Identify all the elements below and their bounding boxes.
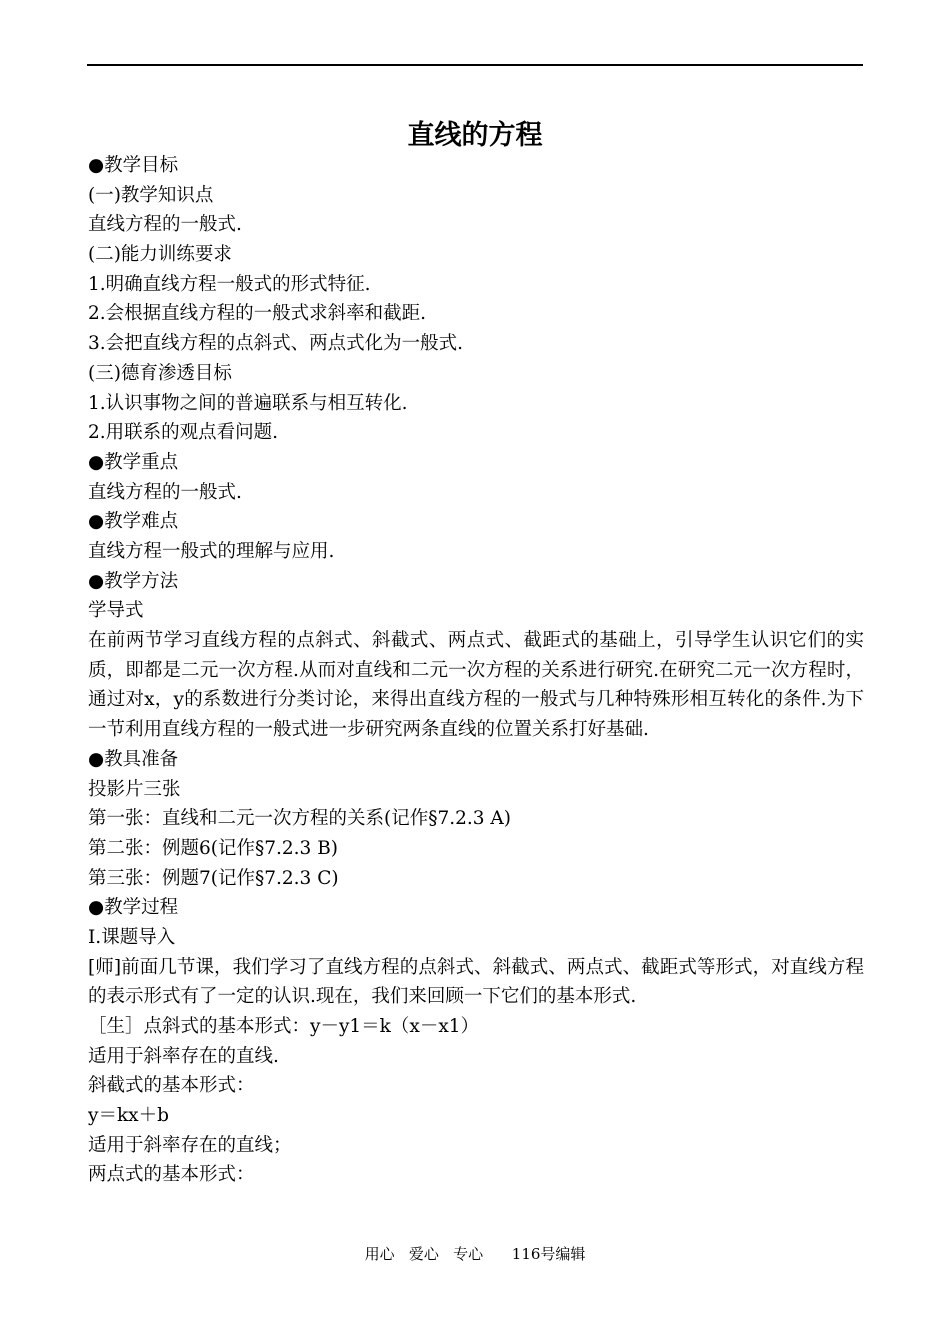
text-line: 适用于斜率存在的直线.: [88, 1045, 279, 1067]
subsection-heading: Ⅰ.课题导入: [88, 926, 176, 948]
header-rule: [87, 64, 863, 66]
document-body: [88, 151, 864, 1190]
text-line: 两点式的基本形式：: [88, 1164, 255, 1186]
paragraph: 在前两节学习直线方程的点斜式、斜截式、两点式、截距式的基础上，引导学生认识它们的实质，即都是二元一次方程.从而对直线和二元一次方程的关系进行研究.在研究二元一次方程时，通过对x，y的系数进行分类讨论，来得出直线方程的一般式与几种特殊形相互转化的条件.为下一节利用直线方程的一般式进一步研究两条直线的位置关系打好基础.: [88, 630, 864, 741]
text-line: 直线方程的一般式.: [88, 214, 242, 236]
section-heading: ●教学方法: [88, 570, 179, 592]
section-heading: ●教学重点: [88, 451, 179, 473]
list-item: 1.明确直线方程一般式的形式特征.: [88, 273, 371, 295]
list-item: 2.用联系的观点看问题.: [88, 422, 279, 444]
list-item: 2.会根据直线方程的一般式求斜率和截距.: [88, 303, 427, 325]
section-heading: ●教学过程: [88, 897, 179, 919]
text-line: 第一张：直线和二元一次方程的关系(记作§7.2.3 A): [88, 808, 511, 830]
text-line: ［生］点斜式的基本形式：y－y1＝k（x－x1）: [88, 1016, 480, 1038]
text-line: 第二张：例题6(记作§7.2.3 B): [88, 837, 339, 859]
text-line: 投影片三张: [88, 778, 181, 800]
page-footer: 用心 爱心 专心 116号编辑: [364, 1245, 586, 1263]
text-line: 斜截式的基本形式：: [88, 1075, 255, 1097]
list-item: 1.认识事物之间的普遍联系与相互转化.: [88, 392, 408, 414]
subsection-heading: (二)能力训练要求: [88, 244, 232, 266]
section-heading: ●教具准备: [88, 748, 179, 770]
text-line: 学导式: [88, 600, 144, 622]
paragraph: [师]前面几节课，我们学习了直线方程的点斜式、斜截式、两点式、截距式等形式，对直线方程的表示形式有了一定的认识.现在，我们来回顾一下它们的基本形式.: [88, 956, 864, 1008]
text-line: 直线方程一般式的理解与应用.: [88, 540, 335, 562]
subsection-heading: (三)德育渗透目标: [88, 362, 232, 384]
formula-line: y＝kx＋b: [88, 1105, 169, 1127]
text-line: 适用于斜率存在的直线；: [88, 1134, 292, 1156]
text-line: 直线方程的一般式.: [88, 481, 242, 503]
section-heading: ●教学目标: [88, 155, 179, 176]
document-title: 直线的方程: [407, 120, 543, 151]
subsection-heading: (一)教学知识点: [88, 184, 214, 206]
list-item: 3.会把直线方程的点斜式、两点式化为一般式.: [88, 333, 464, 355]
section-heading: ●教学难点: [88, 511, 179, 533]
text-line: 第三张：例题7(记作§7.2.3 C): [88, 867, 339, 889]
